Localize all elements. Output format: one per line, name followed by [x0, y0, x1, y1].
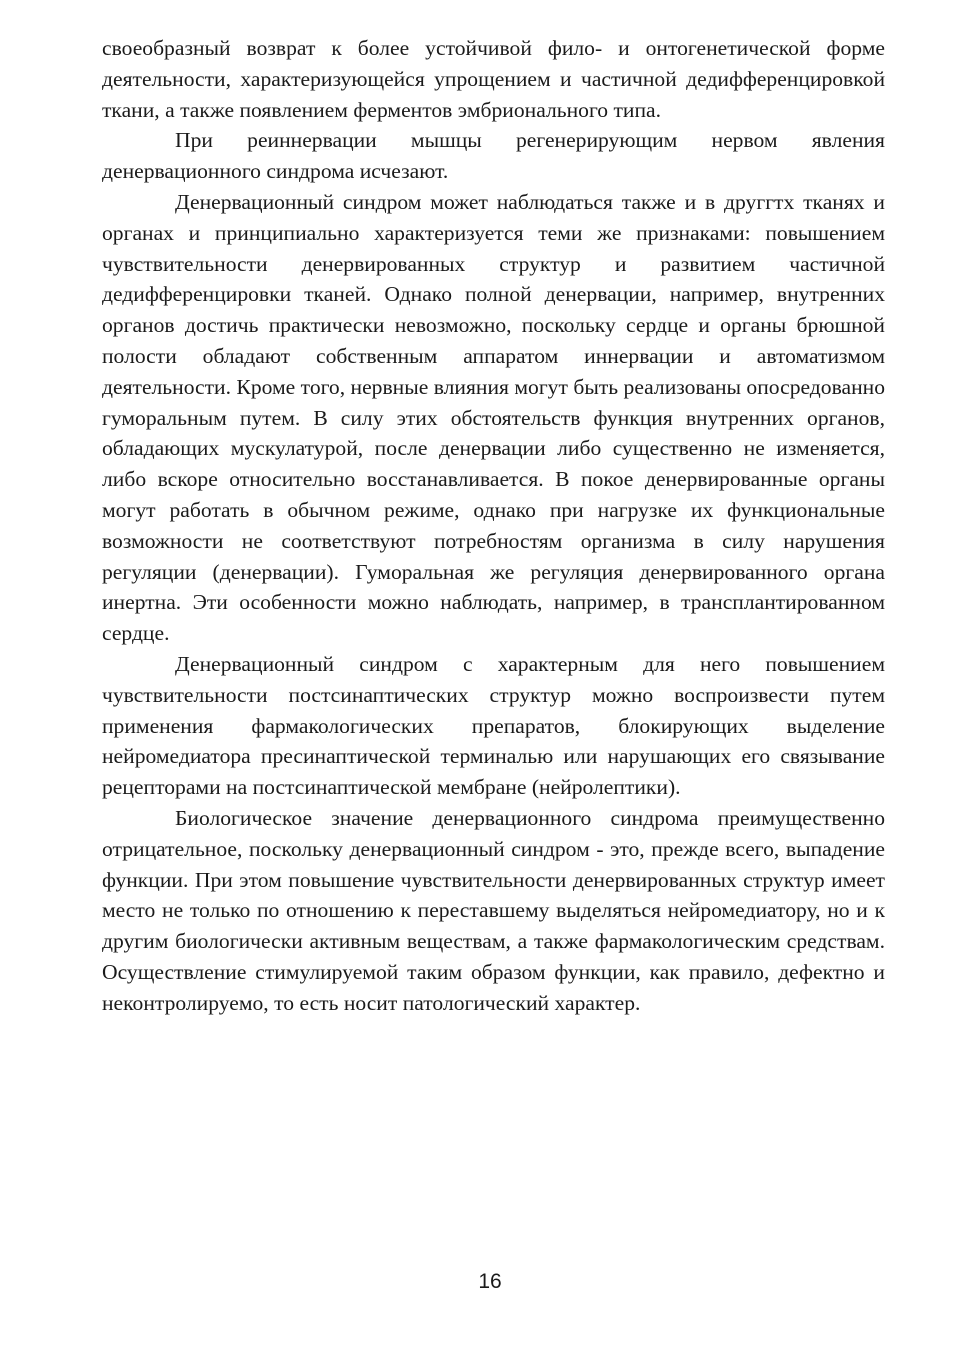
paragraph-3: Денервационный синдром может наблюдаться также и в друггтх тканях и органах и принципиально характеризуется теми же признаками: повышением чувствительности денервированных структур и развитием частичной дедифференцировки тканей. Однако полной денервации, например, внутренних органов достичь практически невозможно, поскольку сердце и органы брюшной полости обладают собственным аппаратом иннервации и автоматизмом деятельности. Кроме того, нервные влияния могут быть реализованы опосредованно гуморальным путем. В силу этих обстоятельств функция внутренних органов, обладающих мускулатурой, после денервации либо существенно не изменяется, либо вскоре относительно восстанавливается. В покое денервированные органы могут работать в обычном режиме, однако при нагрузке их функциональные возможности не соответствуют потребностям организма в силу нарушения регуляции (денервации). Гуморальная же регуляция денервированного органа инертна. Эти особенности можно наблюдать, например, в трансплантированном сердце.	[102, 189, 885, 646]
body-text	[102, 33, 885, 1019]
page-number: 16	[478, 1270, 502, 1293]
paragraph-1: своеобразный возврат к более устойчивой фило- и онтогенетической форме деятельности, характеризующейся упрощением и частичной дедифференцировкой ткани, а также появлением ферментов эмбрионального типа.	[102, 36, 885, 122]
paragraph-2: При реиннервации мышцы регенерирующим нервом явления денервационного синдрома исчезают.	[102, 128, 885, 184]
paragraph-5: Биологическое значение денервационного синдрома преимущественно отрицательное, поскольку денервационный синдром - это, прежде всего, выпадение функции. При этом повышение чувствительности денервированных структур имеет место не только по отношению к переставшему выделяться нейромедиатору, но и к другим биологически активным веществам, а также фармакологическим средствам. Осуществление стимулируемой таким образом функции, как правило, дефектно и неконтролируемо, то есть носит патологический характер.	[102, 805, 885, 1015]
paragraph-4: Денервационный синдром с характерным для него повышением чувствительности постсинаптических структур можно воспроизвести путем применения фармакологических препаратов, блокирующих выделение нейромедиатора пресинаптической терминалью или нарушающих его связывание рецепторами на постсинаптической мембране (нейролептики).	[102, 651, 885, 800]
